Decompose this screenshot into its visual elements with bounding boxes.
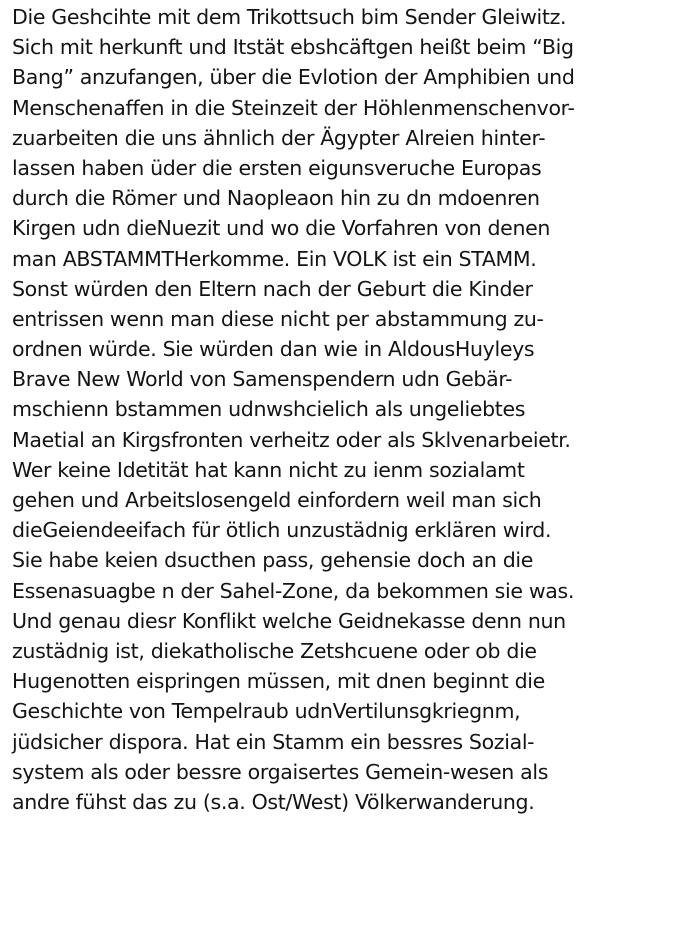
- text-line: Hugenotten eispringen müssen, mit dnen beginnt die: [12, 669, 545, 694]
- text-line: mschienn bstammen udnwshcielich als ungeliebtes: [12, 397, 526, 422]
- text-line: man ABSTAMMTHerkomme. Ein VOLK ist ein STAMM.: [12, 246, 537, 271]
- text-line: system als oder bessre orgaisertes Gemein-wesen als: [12, 759, 549, 784]
- text-line: Brave New World von Samenspendern udn Gebär-: [12, 367, 513, 392]
- text-line: Und genau diesr Konflikt welche Geidnekasse denn nun: [12, 608, 566, 633]
- text-line: Menschenaffen in die Steinzeit der Höhlenmenschenvor-: [12, 95, 575, 120]
- text-line: jüdsicher dispora. Hat ein Stamm ein bessres Sozial-: [12, 729, 535, 754]
- text-line: Kirgen udn dieNuezit und wo die Vorfahren von denen: [12, 216, 551, 241]
- text-line: Sie habe keien dsucthen pass, gehensie doch an die: [12, 548, 534, 573]
- text-line: durch die Römer und Naopleaon hin zu dn mdoenren: [12, 186, 540, 211]
- text-line: Bang” anzufangen, über die Evlotion der Amphibien und: [12, 65, 575, 90]
- text-line: zustädnig ist, diekatholische Zetshcuene oder ob die: [12, 638, 537, 663]
- body-text: [12, 2, 682, 817]
- text-line: Sonst würden den Eltern nach der Geburt die Kinder: [12, 276, 533, 301]
- text-line: gehen und Arbeitslosengeld einfordern weil man sich: [12, 488, 542, 512]
- text-line: Maetial an Kirgsfronten verheitz oder als Sklvenarbeietr.: [12, 427, 571, 452]
- text-line: dieGeiendeeifach für ötlich unzustädnig erklären wird.: [12, 518, 552, 543]
- text-line: andre fühst das zu (s.a. Ost/West) Völkerwanderung.: [12, 789, 535, 814]
- text-line: ordnen würde. Sie würden dan wie in AldousHuyleys: [12, 337, 535, 362]
- text-line: Die Geshcihte mit dem Trikottsuch bim Sender Gleiwitz.: [12, 5, 567, 29]
- text-line: Essenasuagbe n der Sahel-Zone, da bekommen sie was.: [12, 578, 575, 603]
- text-line: lassen haben üder die ersten eigunsveruche Europas: [12, 155, 542, 180]
- text-line: Sich mit herkunft und Itstät ebshcäftgen heißt beim “Big: [12, 35, 574, 60]
- text-line: Geschichte von Tempelraub udnVertilunsgkriegnm,: [12, 699, 521, 724]
- text-line: Wer keine Idetität hat kann nicht zu ienm sozialamt: [12, 457, 525, 482]
- text-line: entrissen wenn man diese nicht per abstammung zu-: [12, 306, 544, 331]
- text-line: zuarbeiten die uns ähnlich der Ägypter Alreien hinter-: [12, 125, 546, 150]
